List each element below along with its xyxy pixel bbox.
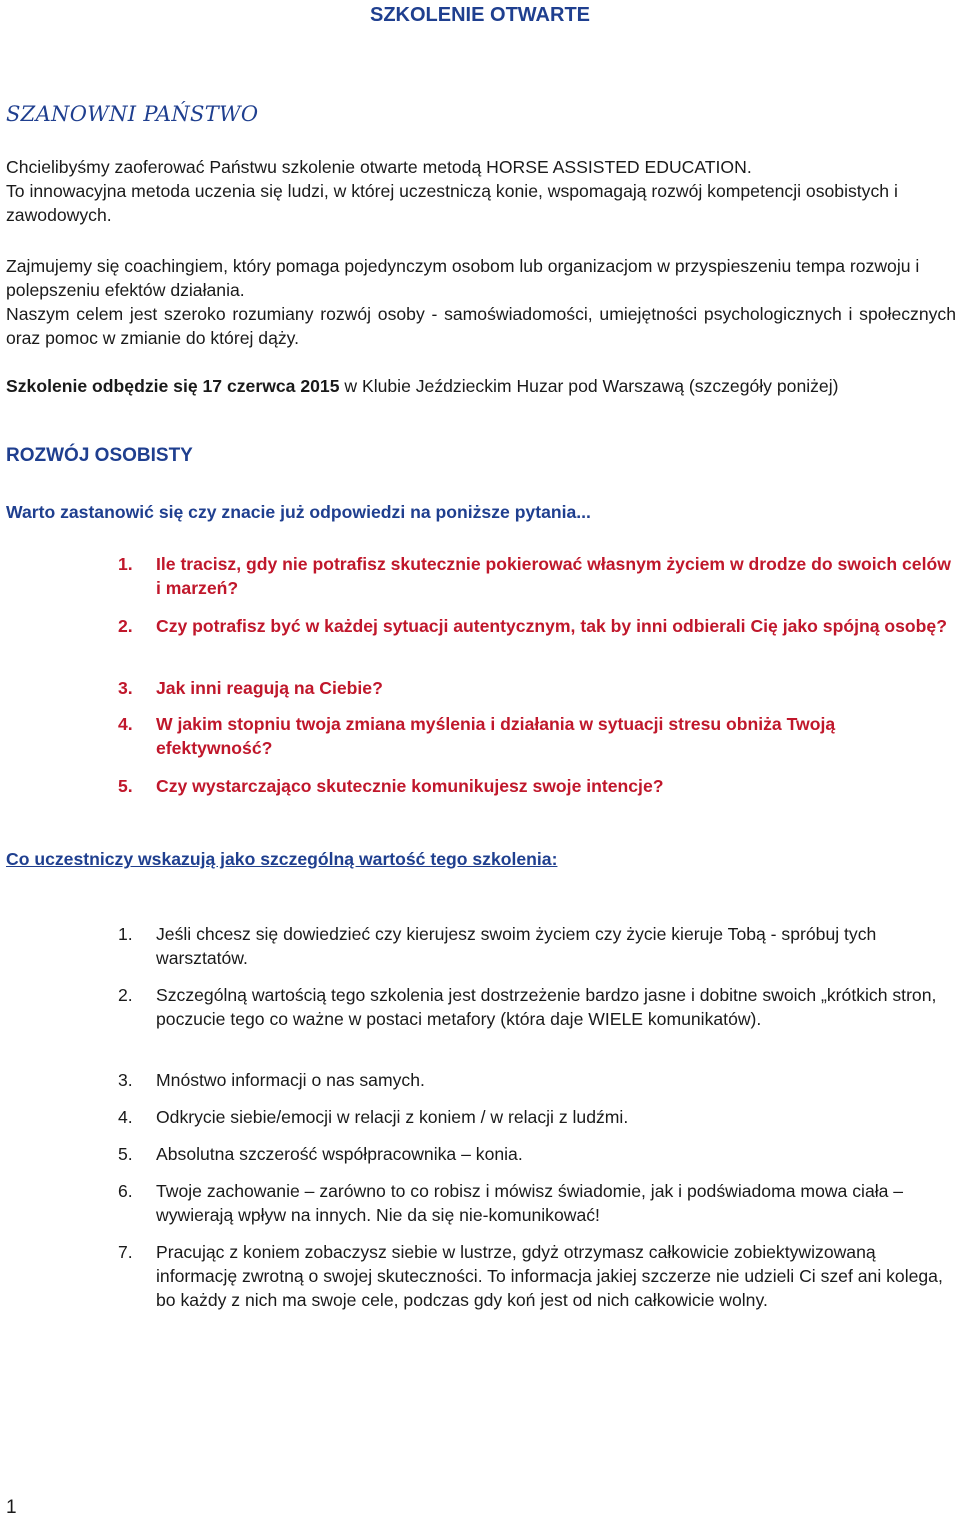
value-item: [0, 1142, 960, 1166]
coaching-para-1: Zajmujemy się coachingiem, który pomaga pojedynczym osobom lub organizacjom w przyspieszeniu tempa rozwoju i polepszeniu efektów działania.: [6, 256, 920, 300]
question-item: [0, 552, 960, 600]
intro-line-1: Chcielibyśmy zaoferować Państwu szkolenie otwarte metodą HORSE ASSISTED EDUCATION.: [6, 157, 752, 177]
event-date: Szkolenie odbędzie się 17 czerwca 2015: [6, 376, 340, 396]
value-text: Pracując z koniem zobaczysz siebie w lustrze, gdyż otrzymasz całkowicie zobiektywizowaną informację zwrotną o swojej skuteczności. To informacja jakiej szczerze nie udzieli Ci szef ani kolega, bo każdy z nich ma swoje cele, podczas gdy koń jest od nich całkowicie wolny.: [156, 1242, 943, 1310]
value-item: [0, 1105, 960, 1129]
question-text: Jak inni reagują na Ciebie?: [156, 678, 383, 698]
value-number: 2.: [118, 985, 133, 1005]
values-list: [0, 922, 960, 1342]
question-text: Ile tracisz, gdy nie potrafisz skutecznie pokierować własnym życiem w drodze do swoich celów i marzeń?: [156, 554, 951, 598]
intro-text: [6, 155, 956, 227]
question-item: [0, 614, 960, 662]
question-item: [0, 774, 960, 798]
value-text: Absolutna szczerość współpracownika – konia.: [156, 1144, 523, 1164]
value-number: 6.: [118, 1181, 133, 1201]
value-text: Twoje zachowanie – zarówno to co robisz i mówisz świadomie, jak i podświadoma mowa ciała – wywierają wpływ na innych. Nie da się nie-komunikować!: [156, 1181, 904, 1225]
value-item: [0, 1068, 960, 1092]
page-title: SZKOLENIE OTWARTE: [370, 4, 590, 26]
value-item: [0, 983, 960, 1055]
questions-list: [0, 552, 960, 802]
coaching-para-2: Naszym celem jest szeroko rozumiany rozwój osoby - samoświadomości, umiejętności psychologicznych i społecznych oraz pomoc w zmianie do której dąży.: [6, 304, 956, 348]
section-heading: ROZWÓJ OSOBISTY: [6, 445, 193, 466]
value-text: Jeśli chcesz się dowiedzieć czy kierujesz swoim życiem czy życie kieruje Tobą - spróbuj tych warsztatów.: [156, 924, 877, 968]
question-number: 2.: [118, 616, 133, 636]
coaching-text: [6, 254, 956, 350]
value-number: 4.: [118, 1107, 133, 1127]
question-number: 4.: [118, 714, 133, 734]
questions-intro: Warto zastanowić się czy znacie już odpowiedzi na poniższe pytania...: [6, 502, 591, 522]
value-number: 5.: [118, 1144, 133, 1164]
value-number: 3.: [118, 1070, 133, 1090]
value-item: [0, 1179, 960, 1227]
value-number: 1.: [118, 924, 133, 944]
value-number: 7.: [118, 1242, 133, 1262]
values-heading: Co uczestniczy wskazują jako szczególną wartość tego szkolenia:: [6, 849, 558, 869]
value-item: [0, 922, 960, 970]
event-info: [6, 374, 956, 398]
event-location: w Klubie Jeździeckim Huzar pod Warszawą (szczegóły poniżej): [339, 376, 839, 396]
question-number: 1.: [118, 554, 133, 574]
page-number: 1: [6, 1497, 17, 1518]
value-text: Szczególną wartością tego szkolenia jest dostrzeżenie bardzo jasne i dobitne swoich „krótkich stron, poczucie tego co ważne w postaci metafory (która daje WIELE komunikatów).: [156, 985, 937, 1029]
question-item: [0, 676, 960, 700]
value-text: Mnóstwo informacji o nas samych.: [156, 1070, 425, 1090]
question-number: 3.: [118, 678, 133, 698]
question-text: W jakim stopniu twoja zmiana myślenia i działania w sytuacji stresu obniża Twoją efektywność?: [156, 714, 836, 758]
greeting: SZANOWNI PAŃSTWO: [6, 102, 259, 126]
question-text: Czy potrafisz być w każdej sytuacji autentycznym, tak by inni odbierali Cię jako spójną osobę?: [156, 616, 947, 636]
question-text: Czy wystarczająco skutecznie komunikujesz swoje intencje?: [156, 776, 664, 796]
question-number: 5.: [118, 776, 133, 796]
question-item: [0, 712, 960, 760]
value-item: [0, 1240, 960, 1336]
intro-line-2: To innowacyjna metoda uczenia się ludzi, w której uczestniczą konie, wspomagają rozwój kompetencji osobistych i zawodowych.: [6, 181, 898, 225]
value-text: Odkrycie siebie/emocji w relacji z koniem / w relacji z ludźmi.: [156, 1107, 629, 1127]
